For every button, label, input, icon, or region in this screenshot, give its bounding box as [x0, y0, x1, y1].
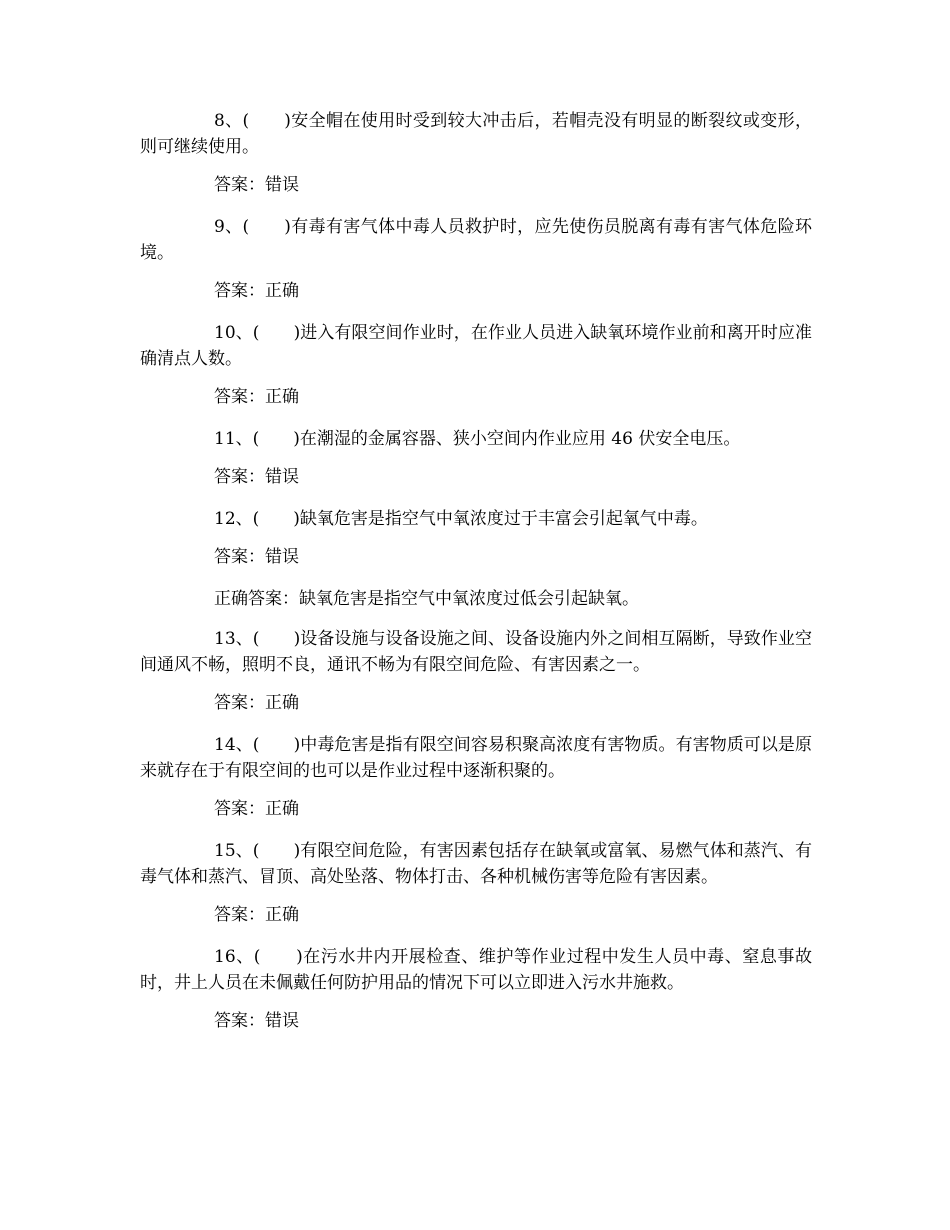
correct-answer-note-12: 正确答案：缺氧危害是指空气中氧浓度过低会引起缺氧。 [214, 589, 639, 609]
question-9: 9、( )有毒有害气体中毒人员救护时，应先使伤员脱离有毒有害气体危险环境。 [140, 217, 812, 263]
question-13: 13、( )设备设施与设备设施之间、设备设施内外之间相互隔断，导致作业空间通风不畅，照明不良，通讯不畅为有限空间危险、有害因素之一。 [140, 629, 812, 675]
document-page [140, 108, 812, 1050]
answer-9: 答案：正确 [214, 281, 299, 301]
answer-16: 答案：错误 [214, 1011, 299, 1031]
question-14: 14、( )中毒危害是指有限空间容易积聚高浓度有害物质。有害物质可以是原来就存在于有限空间的也可以是作业过程中逐渐积聚的。 [140, 735, 812, 781]
answer-13: 答案：正确 [214, 693, 299, 713]
answer-12: 答案：错误 [214, 547, 299, 567]
question-11: 11、( )在潮湿的金属容器、狭小空间内作业应用 46 伏安全电压。 [214, 429, 741, 449]
answer-15: 答案：正确 [214, 905, 299, 925]
question-12: 12、( )缺氧危害是指空气中氧浓度过于丰富会引起氧气中毒。 [214, 509, 708, 529]
question-15: 15、( )有限空间危险，有害因素包括存在缺氧或富氧、易燃气体和蒸汽、有毒气体和蒸汽、冒顶、高处坠落、物体打击、各种机械伤害等危险有害因素。 [140, 841, 812, 887]
answer-11: 答案：错误 [214, 467, 299, 487]
question-16: 16、( )在污水井内开展检查、维护等作业过程中发生人员中毒、窒息事故时，井上人员在未佩戴任何防护用品的情况下可以立即进入污水井施救。 [140, 947, 812, 993]
answer-8: 答案：错误 [214, 175, 299, 195]
answer-14: 答案：正确 [214, 799, 299, 819]
question-8: 8、( )安全帽在使用时受到较大冲击后，若帽壳没有明显的断裂纹或变形，则可继续使用。 [140, 111, 812, 157]
question-10: 10、( )进入有限空间作业时，在作业人员进入缺氧环境作业前和离开时应准确清点人数。 [140, 323, 812, 369]
answer-10: 答案：正确 [214, 387, 299, 407]
